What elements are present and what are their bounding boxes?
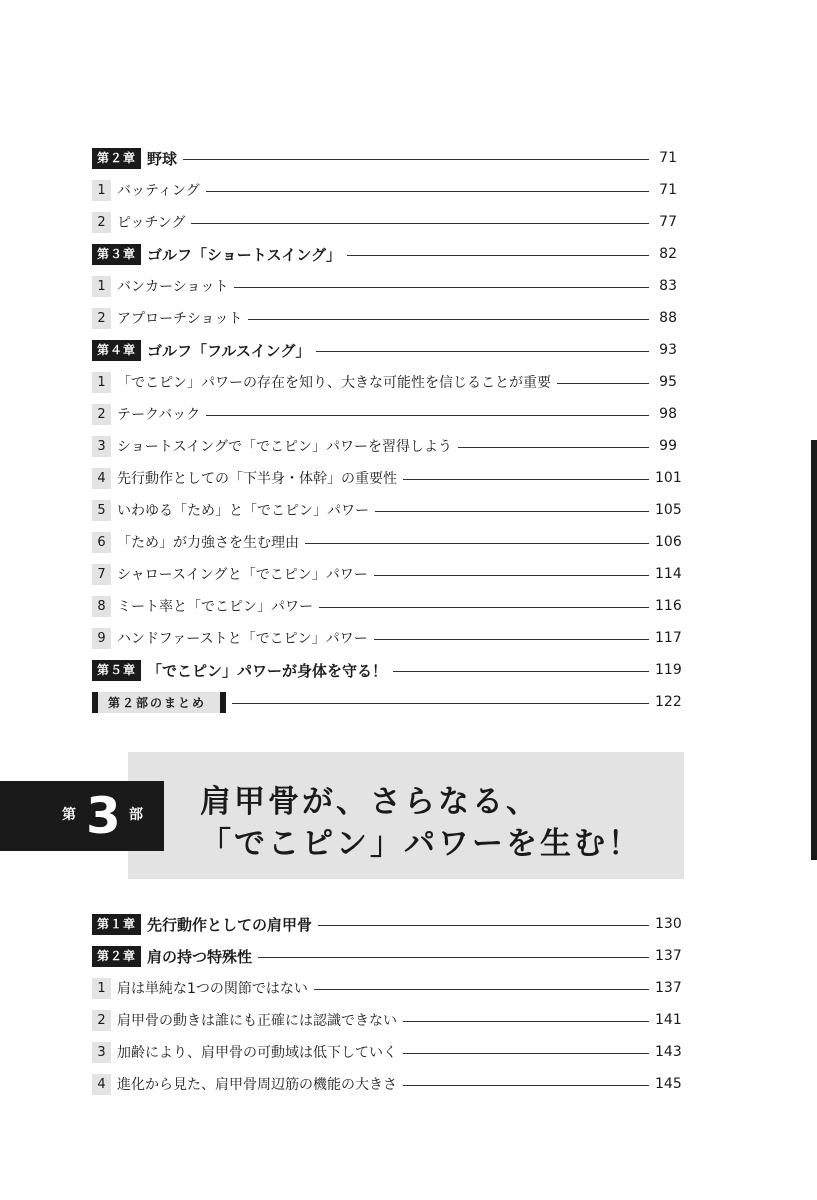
page-number: 137 [655,980,682,996]
toc-section-row[interactable] [92,1008,682,1032]
page-number: 101 [655,470,682,486]
dot-leader [232,703,649,704]
toc-entry-title: ミート率と「でこピン」パワー [117,599,313,615]
dot-leader [403,1053,649,1054]
dot-leader [314,989,649,990]
toc-upper [92,146,682,722]
dot-leader [206,191,649,192]
toc-section-row[interactable] [92,434,677,458]
page-number: 117 [655,630,682,646]
section-number: 4 [92,1074,111,1095]
part-title-line2: 「でこピン」パワーを生む！ [200,826,642,862]
section-number: 2 [92,212,111,233]
toc-entry-title: ゴルフ「ショートスイング」 [147,245,341,264]
dot-leader [191,223,649,224]
toc-section-row[interactable] [92,1072,682,1096]
toc-section-row[interactable] [92,402,677,426]
page-number: 145 [655,1076,682,1092]
toc-entry-title: バッティング [117,183,200,199]
section-number: 3 [92,436,111,457]
toc-entry-title: 「でこピン」パワーが身体を守る！ [147,661,388,680]
page-number: 98 [659,406,677,422]
toc-chapter-row[interactable] [92,658,682,682]
toc-entry-title: ハンドファーストと「でこピン」パワー [117,631,368,647]
page-number: 77 [659,214,677,230]
dot-leader [316,351,649,352]
page-number: 119 [655,662,682,678]
toc-section-row[interactable] [92,976,682,1000]
dot-leader [374,575,649,576]
toc-entry-title: 進化から見た、肩甲骨周辺筋の機能の大きさ [117,1077,397,1093]
dot-leader [393,671,649,672]
page-number: 71 [659,182,677,198]
dot-leader [183,159,649,160]
section-number: 9 [92,628,111,649]
section-number: 2 [92,1010,111,1031]
toc-entry-title: 肩の持つ特殊性 [147,947,253,966]
section-number: 1 [92,978,111,999]
chapter-badge: 第２章 [92,148,141,169]
page-number: 122 [655,694,682,710]
section-number: 2 [92,404,111,425]
toc-entry-title: 野球 [147,149,178,168]
toc-chapter-row[interactable] [92,242,677,266]
dot-leader [319,607,649,608]
dot-leader [258,957,649,958]
page-number: 106 [655,534,682,550]
toc-summary-row[interactable] [92,690,682,714]
page-number: 137 [655,948,682,964]
section-number: 8 [92,596,111,617]
section-number: 1 [92,276,111,297]
chapter-badge: 第４章 [92,340,141,361]
toc-chapter-row[interactable] [92,944,682,968]
toc-section-row[interactable] [92,626,682,650]
section-number: 4 [92,468,111,489]
section-number: 5 [92,500,111,521]
page-number: 88 [659,310,677,326]
section-number: 3 [92,1042,111,1063]
section-number: 1 [92,372,111,393]
toc-entry-title: テークバック [117,407,201,423]
section-number: 7 [92,564,111,585]
page-number: 141 [655,1012,682,1028]
toc-section-row[interactable] [92,210,677,234]
toc-section-row[interactable] [92,306,677,330]
toc-section-row[interactable] [92,530,682,554]
dot-leader [403,1021,649,1022]
dot-leader [458,447,649,448]
toc-section-row[interactable] [92,562,682,586]
toc-chapter-row[interactable] [92,338,677,362]
page-edge-marker [811,440,817,860]
toc-entry-title: バンカーショット [117,279,229,295]
toc-entry-title: 「ため」が力強さを生む理由 [117,535,299,551]
page-number: 143 [655,1044,682,1060]
toc-entry-title: 肩は単純な1つの関節ではない [117,981,308,997]
part-title-line1: 肩甲骨が、さらなる、 [200,784,540,820]
page-number: 99 [659,438,677,454]
dot-leader [234,287,649,288]
page-number: 95 [659,374,677,390]
toc-entry-title: 「でこピン」パワーの存在を知り、大きな可能性を信じることが重要 [117,375,551,391]
page-number: 130 [655,916,682,932]
chapter-badge: 第５章 [92,660,141,681]
page-number: 105 [655,502,682,518]
toc-section-row[interactable] [92,370,677,394]
page-number: 71 [659,150,677,166]
section-number: 1 [92,180,111,201]
chapter-badge: 第１章 [92,914,141,935]
toc-section-row[interactable] [92,178,677,202]
toc-entry-title: シャロースイングと「でこピン」パワー [117,567,368,583]
toc-section-row[interactable] [92,274,677,298]
toc-entry-title: 先行動作としての肩甲骨 [147,915,313,934]
dot-leader [347,255,649,256]
dot-leader [248,319,649,320]
page-number: 93 [659,342,677,358]
toc-lower [92,912,682,1104]
toc-entry-title: 肩甲骨の動きは誰にも正確には認識できない [117,1013,397,1029]
dot-leader [557,383,649,384]
toc-section-row[interactable] [92,466,682,490]
dot-leader [318,925,649,926]
section-number: 2 [92,308,111,329]
toc-entry-title: ピッチング [117,215,186,231]
page-number: 116 [655,598,682,614]
toc-chapter-row[interactable] [92,912,682,936]
summary-bar-right [220,692,226,713]
page-number: 114 [655,566,682,582]
dot-leader [403,1085,649,1086]
part-prefix: 第 [62,807,76,823]
toc-entry-title: いわゆる「ため」と「でこピン」パワー [117,503,369,519]
summary-label-box [92,692,226,713]
part-number: 3 [86,787,121,845]
toc-section-row[interactable] [92,1040,682,1064]
toc-entry-title: ショートスイングで「でこピン」パワーを習得しよう [117,439,453,455]
chapter-badge: 第２章 [92,946,141,967]
chapter-badge: 第３章 [92,244,141,265]
toc-entry-title: アプローチショット [117,311,243,327]
part-title [200,781,642,865]
toc-section-row[interactable] [92,498,682,522]
part-badge [0,781,164,851]
section-number: 6 [92,532,111,553]
part-suffix: 部 [129,807,143,823]
summary-label: 第２部のまとめ [108,695,207,710]
page-number: 82 [659,246,677,262]
dot-leader [403,479,649,480]
toc-entry-title: ゴルフ「フルスイング」 [147,341,311,360]
toc-entry-title: 加齢により、肩甲骨の可動域は低下していく [117,1045,397,1061]
toc-entry-title: 先行動作としての「下半身・体幹」の重要性 [117,471,397,487]
dot-leader [375,511,649,512]
page-number: 83 [659,278,677,294]
dot-leader [305,543,649,544]
dot-leader [206,415,649,416]
dot-leader [374,639,649,640]
toc-chapter-row[interactable] [92,146,677,170]
toc-section-row[interactable] [92,594,682,618]
